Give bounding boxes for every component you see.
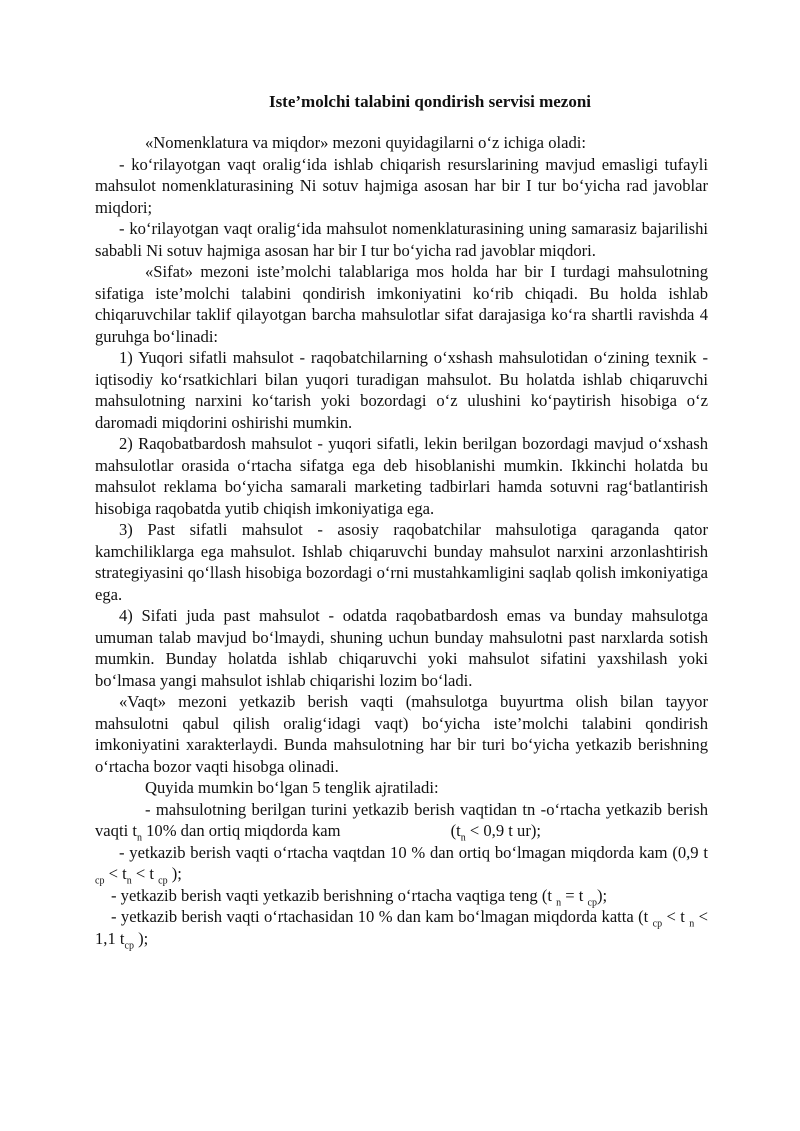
paragraph-bullet-2: - ko‘rilayotgan vaqt oralig‘ida mahsulot nomenklaturasining uning samarasiz bajarilishi sababli Ni sotuv hajmiga asosan har bir I tur bo‘yicha rad javoblar miqdori. — [95, 219, 708, 260]
paragraph-nomenclature-intro: «Nomenklatura va miqdor» mezoni quyidagilarni o‘z ichiga oladi: — [145, 133, 586, 152]
paragraph-item-2: 2) Raqobatbardosh mahsulot - yuqori sifatli, lekin berilgan bozordagi mavjud o‘xshash mahsulotlar orasida o‘rtacha sifatga ega deb hisoblanishi mumkin. Ikkinchi holatda bu mahsulot reklama bo‘yicha samarali marketing tadbirlari hamda sotuvni rag‘batlantirish hisobiga raqobatda yutib chiqish imkoniyatiga ega. — [95, 434, 708, 518]
equality-item-4: - yetkazib berish vaqti o‘rtachasidan 10 % dan kam bo‘lmagan miqdorda katta (t $_{cp}$ < t $_n$ < 1,1 $t_{cp}$ ); — [95, 907, 708, 951]
paragraph-item-1: 1) Yuqori sifatli mahsulot - raqobatchilarning o‘xshash mahsulotidan o‘zining texnik - iqtisodiy ko‘rsatkichlari bilan yuqori turadigan mahsulot. Bu holatda ishlab chiqaruvchi mahsulotning narxini ko‘tarish yoki bozordagi o‘z ulushini ko‘paytirish hisobiga o‘z daromadi miqdorini oshirishi mumkin. — [95, 348, 708, 432]
equality-item-3: - yetkazib berish vaqti yetkazib berishning o‘rtacha vaqtiga teng (t $_n$ = t $_{cp}$); — [111, 885, 608, 908]
paragraph-equalities-intro: Quyida mumkin bo‘lgan 5 tenglik ajratiladi: — [145, 778, 439, 797]
paragraph-item-4: 4) Sifati juda past mahsulot - odatda raqobatbardosh emas va bunday mahsulotga umuman talab mavjud bo‘lmaydi, shuning uchun bunday mahsulotni past narxlarda sotish mumkin. Bunday holatda ishlab chiqaruvchi yoki mahsulot sifatini yaxshilash yoki bo‘lmasa yangi mahsulot ishlab chiqarishi lozim bo‘ladi. — [95, 606, 708, 690]
paragraph-time-intro: «Vaqt» mezoni yetkazib berish vaqti (mahsulotga buyurtma olish bilan tayyor mahsulotni qabul qilish oralig‘idagi vaqt) bo‘yicha iste’molchi talabini qondirish imkoniyatini xarakterlaydi. Bunda mahsulotning har bir turi bo‘yicha yetkazib berishning o‘rtacha bozor vaqti hisobga olinadi. — [95, 692, 708, 776]
equality-item-1: - mahsulotning berilgan turini yetkazib berish vaqtidan tn -o‘rtacha yetkazib berish vaqti $t_n$ 10% dan ortiq miqdorda kam ($t_n < 0,9$ t ur); — [95, 799, 708, 844]
paragraph-bullet-1: - ko‘rilayotgan vaqt oralig‘ida ishlab chiqarish resurslarining mavjud emasligi tufayli mahsulot nomenklaturasining Ni sotuv hajmiga asosan har bir I tur bo‘yicha rad javoblar miqdori; — [95, 154, 708, 217]
document-body — [95, 132, 708, 949]
paragraph-item-3: 3) Past sifatli mahsulot - asosiy raqobatchilar mahsulotiga qaraganda qator kamchiliklarga ega mahsulot. Ishlab chiqaruvchi bunday mahsulot narxini arzonlashtirish strategiyasini qo‘llash hisobiga bozordagi o‘rni mustahkamligini saqlab qolish imkoniyatiga ega. — [95, 520, 708, 604]
paragraph-quality-intro: «Sifat» mezoni iste’molchi talablariga mos holda har bir I turdagi mahsulotning sifatiga iste’molchi talabini qondirish imkoniyatini ko‘rib chiqadi. Bu holda ishlab chiqaruvchilar taklif qilayotgan barcha mahsulotlar sifat darajasiga ko‘ra shartli ravishda 4 guruhga bo‘linadi: — [95, 262, 708, 346]
page-title: Iste’molchi talabini qondirish servisi mezoni — [268, 92, 592, 111]
equality-item-2: - yetkazib berish vaqti o‘rtacha vaqtdan 10 % dan ortiq bo‘lmagan miqdorda kam (0,9 t $_{cp} < t_n < t$ $_{cp}$ ); — [95, 842, 708, 887]
